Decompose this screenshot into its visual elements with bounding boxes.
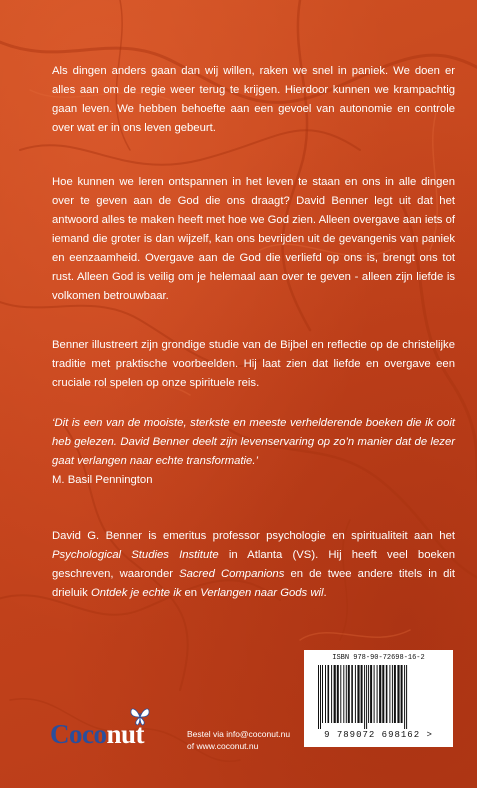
order-email-line: Bestel via info@coconut.nu — [187, 729, 291, 739]
barcode-bar — [382, 665, 384, 723]
barcode-bar — [374, 665, 375, 723]
logo-text-main: Coco — [50, 719, 107, 749]
barcode-bar — [346, 665, 347, 723]
barcode-bar — [389, 665, 390, 723]
quote-text: ‘Dit is een van de mooiste, sterkste en meeste verhelderende boeken die ik ooit heb gelezen. David Benner deelt zijn levenservaring op zo’n manier dat de lezer gaat verlangen naar echte transformatie.’ — [52, 417, 455, 467]
logo-wordmark — [50, 719, 144, 750]
bio-part-5: . — [323, 587, 327, 599]
author-bio — [52, 527, 455, 603]
barcode-bar — [366, 665, 367, 729]
endorsement-quote — [52, 414, 455, 490]
barcode-bar — [397, 665, 399, 723]
blurb-paragraph-1 — [52, 62, 455, 138]
barcode-bar — [386, 665, 388, 723]
quote-author: M. Basil Pennington — [52, 474, 153, 486]
barcode-bar — [318, 665, 319, 729]
barcode-bar — [361, 665, 363, 723]
barcode-bar — [340, 665, 341, 723]
blurb-paragraph-2-text: Hoe kunnen we leren ontspannen in het leven te staan en ons in alle dingen over te geven aan de God die ons draagt? David Benner legt uit dat het antwoord alles te maken heeft met hoe we God zien. Alleen overgave aan iets of iemand die groter is dan wijzelf, kan ons bevrijden uit de gevangenis van paniek en eenzaamheid. Overgave aan de God die verliefd op ons is, brengt ons tot rust. Alleen God is veilig om je helemaal aan over te geven - alleen zijn liefde is volkomen betrouwbaar. — [52, 176, 455, 302]
publisher-logo — [50, 705, 190, 755]
barcode-bar — [343, 665, 344, 723]
barcode-bar — [392, 665, 393, 723]
barcode-bar — [334, 665, 336, 723]
bio-institute: Psychological Studies Institute — [52, 549, 219, 561]
barcode-bar — [404, 665, 405, 729]
bio-part-2: in Atlanta (VS). Hij heeft veel boeken geschreven, waaronder — [52, 549, 455, 580]
barcode-box — [304, 650, 453, 747]
isbn-label: ISBN 978-90-72698-16-2 — [332, 654, 425, 662]
blurb-paragraph-3-text: Benner illustreert zijn grondige studie van de Bijbel en reflectie op de christelijke traditie met praktische voorbeelden. Hij laat zien dat liefde en overgave een cruciale rol spelen op onze spirituele reis. — [52, 339, 455, 389]
barcode-bar — [331, 665, 332, 723]
bio-part-4: en — [181, 587, 201, 599]
author-bio-text — [52, 527, 455, 603]
barcode-bar — [337, 665, 339, 723]
barcode-bar — [355, 665, 356, 723]
order-website-line: of www.coconut.nu — [187, 741, 259, 751]
barcode-bar — [406, 665, 407, 729]
barcode-bar — [320, 665, 321, 729]
barcode-bar — [379, 665, 381, 723]
bio-part-1: David G. Benner is emeritus professor psychologie en spiritualiteit aan het — [52, 530, 455, 542]
barcode-bar — [322, 665, 323, 723]
barcode-bar — [377, 665, 378, 723]
bio-part-3: en de twee andere titels in dit drieluik — [52, 568, 456, 599]
barcode-bar — [348, 665, 350, 723]
blurb-paragraph-2 — [52, 173, 455, 306]
bio-book-2: Ontdek je echte ik — [90, 587, 182, 599]
barcode-bar — [394, 665, 396, 723]
barcode-bar — [364, 665, 365, 729]
logo-text-highlight: nut — [106, 719, 145, 749]
barcode-bar — [357, 665, 359, 723]
order-info — [187, 728, 290, 752]
barcode-bar — [368, 665, 369, 723]
barcode-bars — [316, 665, 441, 729]
bio-book-1: Sacred Companions — [179, 568, 285, 580]
barcode-number: 9 789072 698162 > — [324, 730, 433, 740]
barcode-bar — [325, 665, 326, 723]
barcode-bar — [370, 665, 372, 723]
barcode-bar — [328, 665, 330, 723]
barcode-bar — [351, 665, 353, 723]
blurb-paragraph-1-text: Als dingen anders gaan dan wij willen, raken we snel in paniek. We doen er alles aan om de regie weer terug te krijgen. Hierdoor kunnen we krampachtig gaan leven. We hebben behoefte aan een gevoel van autonomie en controle over wat er in ons leven gebeurt. — [52, 65, 455, 134]
barcode-bar — [401, 665, 403, 723]
bio-book-3: Verlangen naar Gods wil — [200, 587, 324, 599]
blurb-paragraph-3 — [52, 336, 455, 393]
